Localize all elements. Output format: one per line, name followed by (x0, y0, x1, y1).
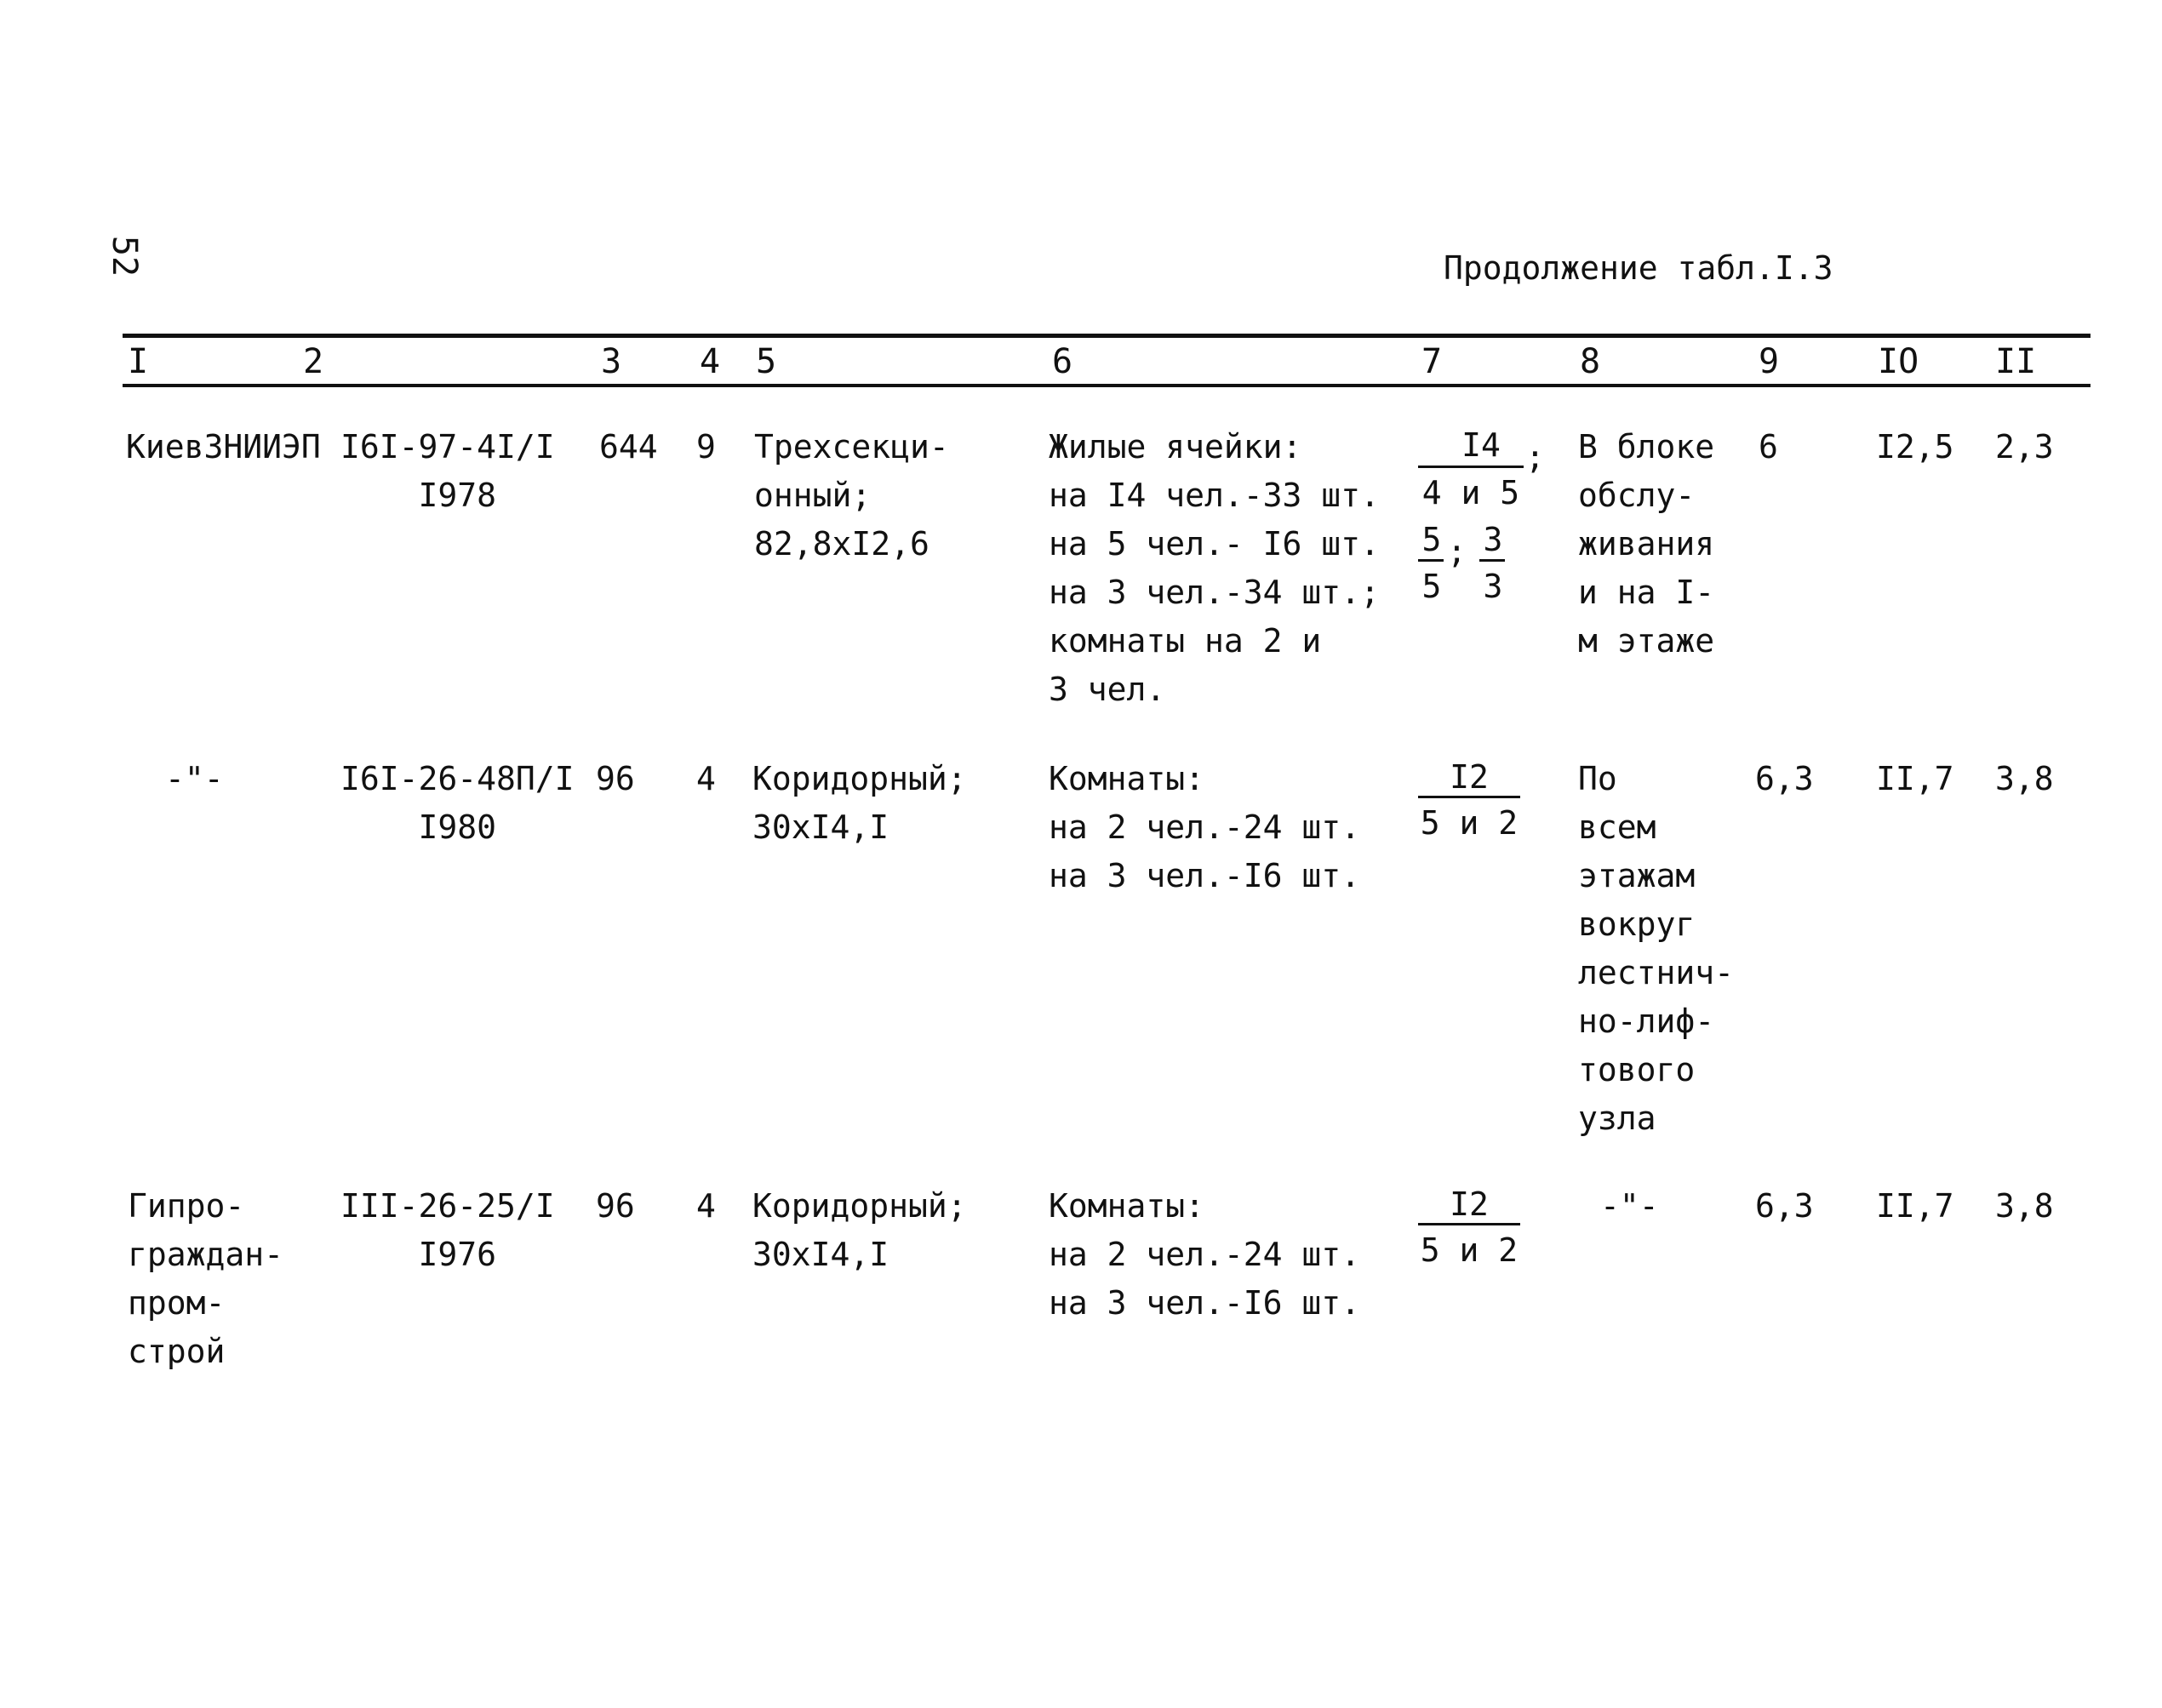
organization-cell: -"- (165, 760, 224, 797)
column-4-cell: 4 (696, 1187, 716, 1225)
apartment-cell: Комнаты: на 2 чел.-24 шт. на 3 чел.-I6 шт. (1049, 760, 1361, 894)
column-4-cell: 4 (696, 760, 716, 797)
column-10-cell: I2,5 (1876, 428, 1954, 466)
fraction-denominator: 5 и 2 (1420, 1231, 1519, 1269)
project-number-cell: I6I-97-4I/I I978 (340, 428, 555, 514)
column-10-cell: II,7 (1876, 760, 1954, 797)
column-header-3: 3 (601, 342, 622, 381)
location-cell: -"- (1600, 1187, 1659, 1225)
column-header-8: 8 (1580, 342, 1601, 381)
table-header-rule (123, 384, 2091, 387)
apartment-cell: Комнаты: на 2 чел.-24 шт. на 3 чел.-I6 шт. (1049, 1187, 1361, 1322)
column-4-cell: 9 (696, 428, 716, 466)
fraction-denominator: 4 и 5 (1421, 474, 1520, 511)
fraction-numerator: I4 (1461, 426, 1501, 464)
column-header-4: 4 (700, 342, 721, 381)
fraction-numerator: I2 (1450, 1185, 1489, 1223)
building-type-cell: Коридорный; 30хI4,I (752, 760, 967, 846)
column-header-5: 5 (756, 342, 777, 381)
organization-cell: Гипро- граждан- пром- строй (128, 1187, 284, 1370)
organization-cell: КиевЗНИИЭП (126, 428, 321, 466)
location-cell: По всем этажам вокруг лестнич- но-лиф- тового узла (1578, 760, 1735, 1137)
fraction-denominator: 3 (1483, 568, 1503, 605)
column-9-cell: 6,3 (1755, 1187, 1814, 1225)
column-header-10: IO (1878, 342, 1919, 381)
page-number: 52 (105, 235, 145, 277)
fraction-numerator: I2 (1450, 758, 1489, 796)
table-top-rule (123, 334, 2091, 338)
project-number-cell: III-26-25/I I976 (340, 1187, 555, 1273)
column-9-cell: 6,3 (1755, 760, 1814, 797)
fraction-denominator: 5 (1421, 568, 1442, 605)
building-type-cell: Трехсекци- онный; 82,8хI2,6 (754, 428, 949, 563)
column-9-cell: 6 (1759, 428, 1778, 466)
apartment-cell: Жилые ячейки: на I4 чел.-33 шт. на 5 чел.- I6 шт. на 3 чел.-34 шт.; комнаты на 2 и 3 чел. (1049, 428, 1380, 708)
column-11-cell: 2,3 (1995, 428, 2054, 466)
fraction-separator: ; (1447, 533, 1467, 570)
fraction-denominator: 5 и 2 (1420, 804, 1519, 842)
location-cell: В блоке обслу- живания и на I- м этаже (1578, 428, 1715, 660)
column-3-cell: 96 (596, 1187, 635, 1225)
column-header-9: 9 (1759, 342, 1780, 381)
fraction-numerator: 5 (1421, 521, 1442, 558)
project-number-cell: I6I-26-48П/I I980 (340, 760, 575, 846)
column-header-1: I (128, 342, 149, 381)
column-header-11: II (1995, 342, 2037, 381)
column-3-cell: 96 (596, 760, 635, 797)
column-11-cell: 3,8 (1995, 760, 2054, 797)
fraction-separator: ; (1525, 438, 1545, 476)
table-caption: Продолжение табл.I.3 (1444, 249, 1833, 287)
column-header-7: 7 (1421, 342, 1443, 381)
column-3-cell: 644 (599, 428, 658, 466)
column-header-2: 2 (303, 342, 324, 381)
column-11-cell: 3,8 (1995, 1187, 2054, 1225)
building-type-cell: Коридорный; 30хI4,I (752, 1187, 967, 1273)
fraction-numerator: 3 (1483, 521, 1503, 558)
column-10-cell: II,7 (1876, 1187, 1954, 1225)
column-header-6: 6 (1052, 342, 1073, 381)
